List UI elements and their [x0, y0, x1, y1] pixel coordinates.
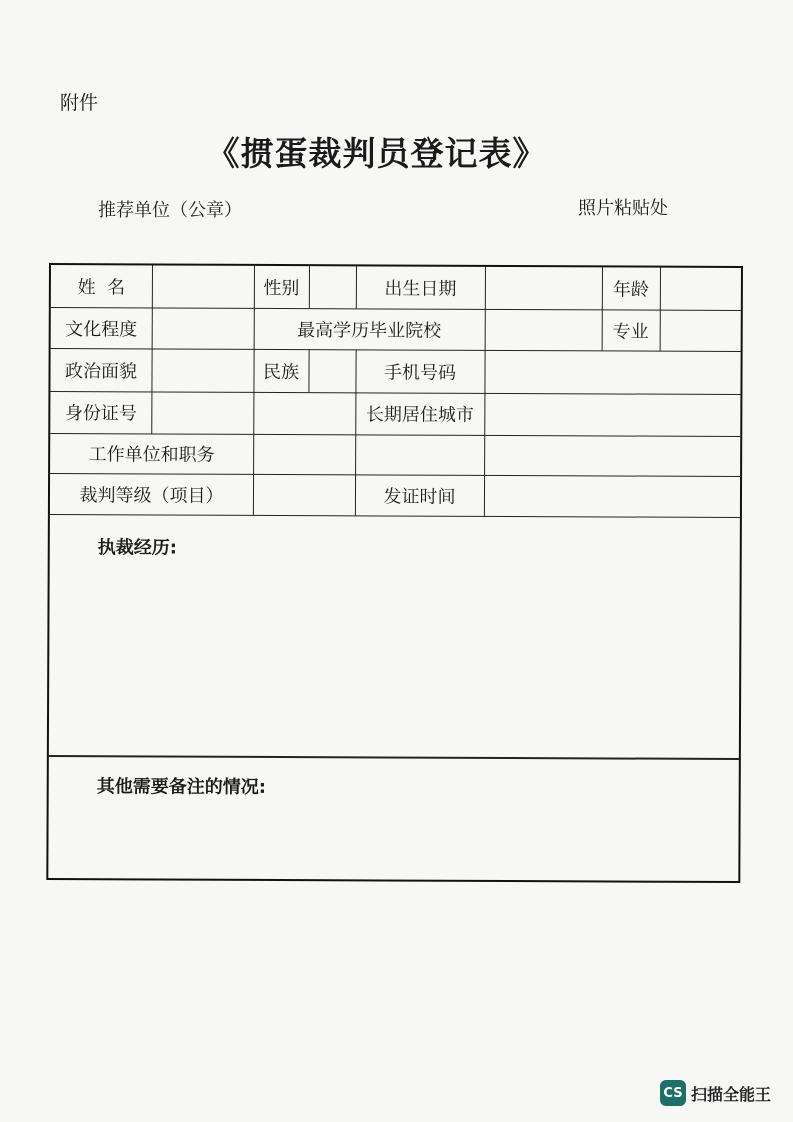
work-unit-label: 工作单位和职务 [88, 444, 215, 466]
scanner-logo-icon: CS [660, 1080, 686, 1106]
phone-label: 手机号码 [383, 361, 457, 384]
page-title [0, 128, 793, 175]
work-unit-field[interactable] [253, 434, 742, 476]
age-label: 年龄 [612, 279, 649, 301]
id-number-label: 身份证号 [64, 403, 137, 425]
residence-city-field[interactable] [484, 393, 742, 436]
scanner-watermark [660, 1080, 771, 1106]
political-status-field[interactable] [151, 348, 253, 391]
referee-level-label: 裁判等级（项目） [79, 484, 224, 507]
name-label-text: 姓 名 [77, 277, 126, 299]
gender-field[interactable] [309, 266, 356, 308]
education-field[interactable] [152, 307, 254, 348]
name-field[interactable] [152, 265, 254, 307]
experience-label: 执裁经历: [97, 537, 178, 559]
remarks-label: 其他需要备注的情况: [96, 776, 266, 798]
residence-city-label: 长期居住城市 [365, 404, 474, 426]
gender-label: 性别 [263, 277, 300, 300]
name-label [51, 265, 152, 307]
graduate-school-field[interactable] [485, 309, 602, 351]
page-title-text: 《掼蛋裁判员登记表》 [206, 134, 547, 173]
birth-date-label: 出生日期 [384, 278, 457, 300]
remarks-area[interactable] [48, 756, 741, 883]
experience-area[interactable] [49, 514, 742, 758]
education-label: 文化程度 [65, 318, 138, 340]
registration-form-table [46, 263, 743, 883]
id-number-field[interactable] [151, 391, 355, 434]
birth-date-field[interactable] [485, 267, 602, 310]
ethnicity-field[interactable] [308, 349, 355, 392]
age-field[interactable] [660, 268, 743, 310]
ethnicity-label: 民族 [262, 361, 300, 383]
referee-level-field[interactable] [253, 474, 355, 515]
recommend-unit-label: 推荐单位（公章） [98, 200, 242, 221]
scanner-brand-text: 扫描全能王 [691, 1084, 772, 1104]
cert-time-field[interactable] [484, 475, 742, 517]
political-status-label: 政治面貌 [64, 360, 138, 382]
photo-area-label: 照片粘贴处 [578, 198, 668, 219]
graduate-school-label: 最高学历毕业院校 [297, 319, 442, 342]
major-label: 专业 [612, 320, 649, 343]
phone-field[interactable] [484, 350, 742, 394]
cert-time-label: 发证时间 [383, 485, 456, 508]
attachment-label: 附件 [60, 92, 99, 114]
major-field[interactable] [660, 310, 743, 351]
